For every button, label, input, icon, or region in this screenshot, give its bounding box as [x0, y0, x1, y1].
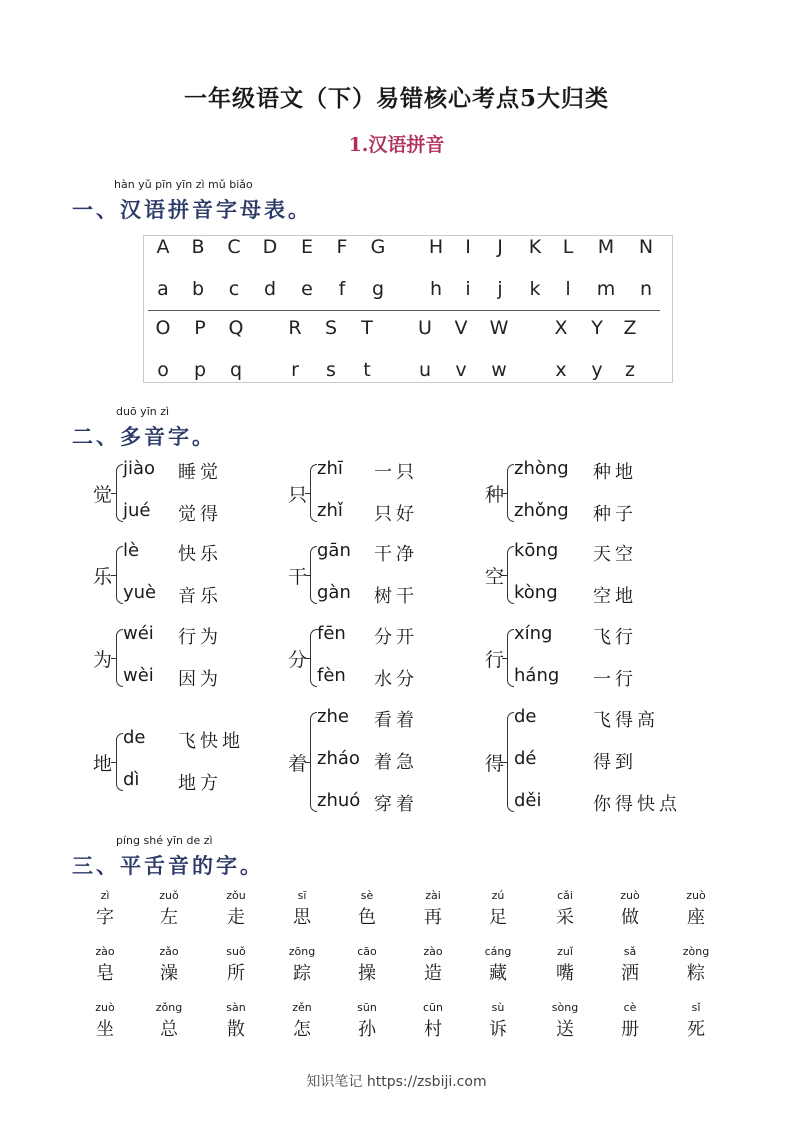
- reading-word: 天空: [593, 544, 637, 565]
- alphabet-letter: B: [191, 236, 205, 258]
- polyphonic-char: 种: [485, 484, 505, 506]
- grid-char: 散: [227, 1019, 245, 1040]
- grid-pinyin: cāo: [357, 945, 377, 958]
- grid-char: 字: [96, 907, 114, 928]
- brace-icon: [507, 712, 514, 812]
- reading-word: 看着: [374, 710, 418, 731]
- alphabet-letter: A: [156, 236, 170, 258]
- alphabet-letter: J: [497, 236, 503, 258]
- alphabet-letter: w: [491, 359, 507, 381]
- grid-pinyin: zuò: [95, 1001, 115, 1014]
- grid-pinyin: suǒ: [226, 945, 246, 958]
- brace-icon: [116, 629, 123, 687]
- grid-char: 册: [621, 1019, 639, 1040]
- alphabet-letter: f: [338, 278, 346, 300]
- grid-pinyin: sàn: [226, 1001, 246, 1014]
- reading-word: 你得快点: [593, 794, 681, 815]
- grid-pinyin: cǎi: [557, 889, 573, 902]
- grid-pinyin: sòng: [551, 1001, 579, 1014]
- alphabet-letter: u: [418, 359, 432, 381]
- grid-pinyin: zì: [100, 889, 110, 902]
- grid-char: 色: [358, 907, 376, 928]
- reading-pinyin: wéi: [123, 623, 154, 644]
- alphabet-letter: L: [562, 236, 574, 258]
- alphabet-letter: n: [639, 278, 653, 300]
- reading-pinyin: yuè: [123, 582, 157, 603]
- reading-word: 空地: [593, 586, 637, 607]
- grid-char: 左: [160, 907, 178, 928]
- grid-char: 皂: [96, 963, 114, 984]
- reading-word: 种子: [593, 504, 637, 525]
- grid-char: 造: [424, 963, 442, 984]
- alphabet-letter: Y: [591, 317, 603, 339]
- grid-pinyin: zuǐ: [557, 945, 573, 958]
- grid-char: 诉: [489, 1019, 507, 1040]
- reading-pinyin: gān: [317, 540, 351, 561]
- reading-pinyin: zhī: [317, 458, 343, 479]
- grid-char: 再: [424, 907, 442, 928]
- section3-pinyin: píng shé yīn de zì: [116, 834, 213, 847]
- page-title: 一年级语文（下）易错核心考点5大归类: [183, 85, 609, 112]
- reading-pinyin: zhe: [317, 706, 349, 727]
- reading-pinyin: zhòng: [514, 458, 569, 479]
- grid-char: 死: [687, 1019, 705, 1040]
- alphabet-letter: d: [263, 278, 277, 300]
- reading-pinyin: lè: [123, 540, 140, 561]
- alphabet-letter: v: [455, 359, 467, 381]
- reading-word: 着急: [374, 752, 418, 773]
- brace-icon: [310, 712, 317, 812]
- alphabet-divider: [148, 310, 660, 311]
- reading-word: 飞得高: [593, 710, 659, 731]
- polyphonic-char: 乐: [93, 566, 113, 588]
- grid-char: 坐: [96, 1019, 114, 1040]
- brace-icon: [507, 464, 514, 522]
- polyphonic-char: 地: [93, 753, 113, 775]
- alphabet-letter: m: [596, 278, 616, 300]
- grid-char: 座: [687, 907, 705, 928]
- alphabet-letter: V: [454, 317, 468, 339]
- brace-icon: [116, 546, 123, 604]
- reading-pinyin: wèi: [123, 665, 154, 686]
- polyphonic-char: 干: [288, 566, 308, 588]
- alphabet-letter: D: [262, 236, 278, 258]
- reading-pinyin: zhuó: [317, 790, 361, 811]
- section2-pinyin: duō yīn zì: [116, 405, 170, 418]
- section1-pinyin: hàn yǔ pīn yīn zì mǔ biǎo: [114, 178, 253, 191]
- alphabet-letter: t: [363, 359, 371, 381]
- reading-word: 地方: [178, 773, 222, 794]
- alphabet-letter: C: [227, 236, 241, 258]
- reading-pinyin: kōng: [514, 540, 559, 561]
- reading-pinyin: dì: [123, 769, 140, 790]
- alphabet-letter: H: [428, 236, 444, 258]
- polyphonic-char: 着: [288, 753, 308, 775]
- brace-icon: [507, 546, 514, 604]
- brace-icon: [507, 629, 514, 687]
- grid-char: 总: [160, 1019, 178, 1040]
- alphabet-letter: Q: [228, 317, 244, 339]
- grid-pinyin: zú: [491, 889, 505, 902]
- brace-icon: [310, 546, 317, 604]
- grid-pinyin: sǐ: [691, 1001, 701, 1014]
- reading-pinyin: zhǐ: [317, 500, 343, 521]
- grid-pinyin: zuò: [686, 889, 706, 902]
- alphabet-letter: a: [157, 278, 169, 300]
- alphabet-letter: c: [228, 278, 240, 300]
- alphabet-letter: i: [465, 278, 471, 300]
- polyphonic-char: 分: [288, 649, 308, 671]
- reading-word: 快乐: [178, 544, 222, 565]
- reading-word: 干净: [374, 544, 418, 565]
- grid-pinyin: cáng: [484, 945, 512, 958]
- grid-pinyin: zǎo: [159, 945, 179, 958]
- alphabet-letter: o: [157, 359, 169, 381]
- reading-pinyin: de: [123, 727, 146, 748]
- grid-pinyin: zào: [95, 945, 115, 958]
- reading-pinyin: zháo: [317, 748, 360, 769]
- reading-word: 只好: [374, 504, 418, 525]
- polyphonic-char: 行: [485, 649, 505, 671]
- brace-icon: [116, 733, 123, 791]
- alphabet-letter: M: [597, 236, 615, 258]
- grid-char: 怎: [293, 1019, 311, 1040]
- reading-word: 音乐: [178, 586, 222, 607]
- grid-pinyin: cè: [623, 1001, 637, 1014]
- polyphonic-char: 觉: [93, 484, 113, 506]
- alphabet-letter: W: [489, 317, 509, 339]
- alphabet-letter: p: [193, 359, 207, 381]
- reading-word: 因为: [178, 669, 222, 690]
- grid-char: 足: [489, 907, 507, 928]
- reading-pinyin: kòng: [514, 582, 558, 603]
- alphabet-letter: E: [300, 236, 313, 258]
- alphabet-letter: N: [638, 236, 654, 258]
- reading-pinyin: fèn: [317, 665, 346, 686]
- grid-char: 嘴: [556, 963, 574, 984]
- brace-icon: [310, 464, 317, 522]
- alphabet-letter: h: [429, 278, 443, 300]
- reading-word: 穿着: [374, 794, 418, 815]
- alphabet-letter: G: [370, 236, 386, 258]
- section3-title: 三、平舌音的字。: [72, 853, 264, 878]
- alphabet-letter: O: [155, 317, 171, 339]
- grid-pinyin: zuò: [620, 889, 640, 902]
- alphabet-letter: R: [288, 317, 302, 339]
- brace-icon: [310, 629, 317, 687]
- reading-word: 行为: [178, 627, 222, 648]
- grid-pinyin: zōng: [288, 945, 316, 958]
- brace-icon: [116, 464, 123, 522]
- polyphonic-char: 为: [93, 649, 113, 671]
- grid-pinyin: zài: [425, 889, 441, 902]
- alphabet-letter: z: [625, 359, 635, 381]
- reading-pinyin: jiào: [123, 458, 156, 479]
- reading-pinyin: dé: [514, 748, 537, 769]
- alphabet-letter: q: [229, 359, 243, 381]
- grid-pinyin: sù: [491, 1001, 505, 1014]
- reading-pinyin: háng: [514, 665, 560, 686]
- alphabet-letter: s: [326, 359, 336, 381]
- footer-watermark: 知识笔记 https://zsbiji.com: [306, 1074, 487, 1090]
- alphabet-letter: U: [418, 317, 432, 339]
- reading-word: 飞行: [593, 627, 637, 648]
- grid-char: 所: [227, 963, 245, 984]
- polyphonic-char: 得: [485, 753, 505, 775]
- alphabet-letter: l: [565, 278, 571, 300]
- grid-pinyin: zòng: [682, 945, 710, 958]
- alphabet-letter: I: [465, 236, 471, 258]
- alphabet-letter: Z: [623, 317, 637, 339]
- grid-char: 送: [556, 1019, 574, 1040]
- grid-pinyin: sūn: [357, 1001, 377, 1014]
- grid-pinyin: zuǒ: [159, 889, 179, 902]
- grid-char: 粽: [687, 963, 705, 984]
- alphabet-letter: g: [371, 278, 385, 300]
- grid-char: 孙: [358, 1019, 376, 1040]
- alphabet-letter: S: [324, 317, 338, 339]
- grid-pinyin: zǒu: [226, 889, 246, 902]
- alphabet-letter: k: [529, 278, 541, 300]
- reading-pinyin: jué: [123, 500, 151, 521]
- grid-char: 澡: [160, 963, 178, 984]
- polyphonic-char: 只: [288, 484, 308, 506]
- grid-pinyin: cūn: [423, 1001, 443, 1014]
- grid-pinyin: sī: [297, 889, 307, 902]
- alphabet-letter: P: [194, 317, 206, 339]
- grid-char: 做: [621, 907, 639, 928]
- grid-char: 采: [556, 907, 574, 928]
- grid-pinyin: zào: [423, 945, 443, 958]
- alphabet-letter: K: [528, 236, 542, 258]
- grid-char: 藏: [489, 963, 507, 984]
- reading-word: 种地: [593, 462, 637, 483]
- alphabet-letter: X: [554, 317, 568, 339]
- grid-char: 操: [358, 963, 376, 984]
- reading-word: 树干: [374, 586, 418, 607]
- alphabet-letter: y: [591, 359, 603, 381]
- reading-pinyin: fēn: [317, 623, 346, 644]
- section2-title: 二、多音字。: [72, 424, 216, 449]
- page-subtitle: 1.汉语拼音: [348, 134, 445, 156]
- reading-word: 得到: [593, 752, 637, 773]
- grid-char: 村: [424, 1019, 442, 1040]
- reading-word: 睡觉: [178, 462, 222, 483]
- reading-pinyin: xíng: [514, 623, 553, 644]
- section1-title: 一、汉语拼音字母表。: [72, 197, 312, 222]
- alphabet-letter: F: [336, 236, 348, 258]
- reading-word: 分开: [374, 627, 418, 648]
- alphabet-letter: b: [191, 278, 205, 300]
- grid-char: 走: [227, 907, 245, 928]
- reading-word: 飞快地: [178, 731, 244, 752]
- alphabet-letter: x: [555, 359, 567, 381]
- reading-pinyin: děi: [514, 790, 542, 811]
- polyphonic-char: 空: [485, 566, 505, 588]
- alphabet-letter: r: [291, 359, 299, 381]
- reading-word: 一只: [374, 462, 418, 483]
- reading-pinyin: zhǒng: [514, 500, 569, 521]
- grid-pinyin: sǎ: [623, 945, 637, 958]
- alphabet-letter: T: [361, 317, 373, 339]
- grid-char: 思: [293, 907, 311, 928]
- reading-word: 觉得: [178, 504, 222, 525]
- grid-pinyin: sè: [360, 889, 374, 902]
- alphabet-letter: e: [301, 278, 313, 300]
- reading-pinyin: gàn: [317, 582, 351, 603]
- alphabet-letter: j: [497, 278, 503, 300]
- grid-char: 踪: [293, 963, 311, 984]
- grid-char: 洒: [621, 963, 639, 984]
- grid-pinyin: zěn: [292, 1001, 312, 1014]
- grid-pinyin: zǒng: [155, 1001, 183, 1014]
- reading-word: 水分: [374, 669, 418, 690]
- reading-word: 一行: [593, 669, 637, 690]
- reading-pinyin: de: [514, 706, 537, 727]
